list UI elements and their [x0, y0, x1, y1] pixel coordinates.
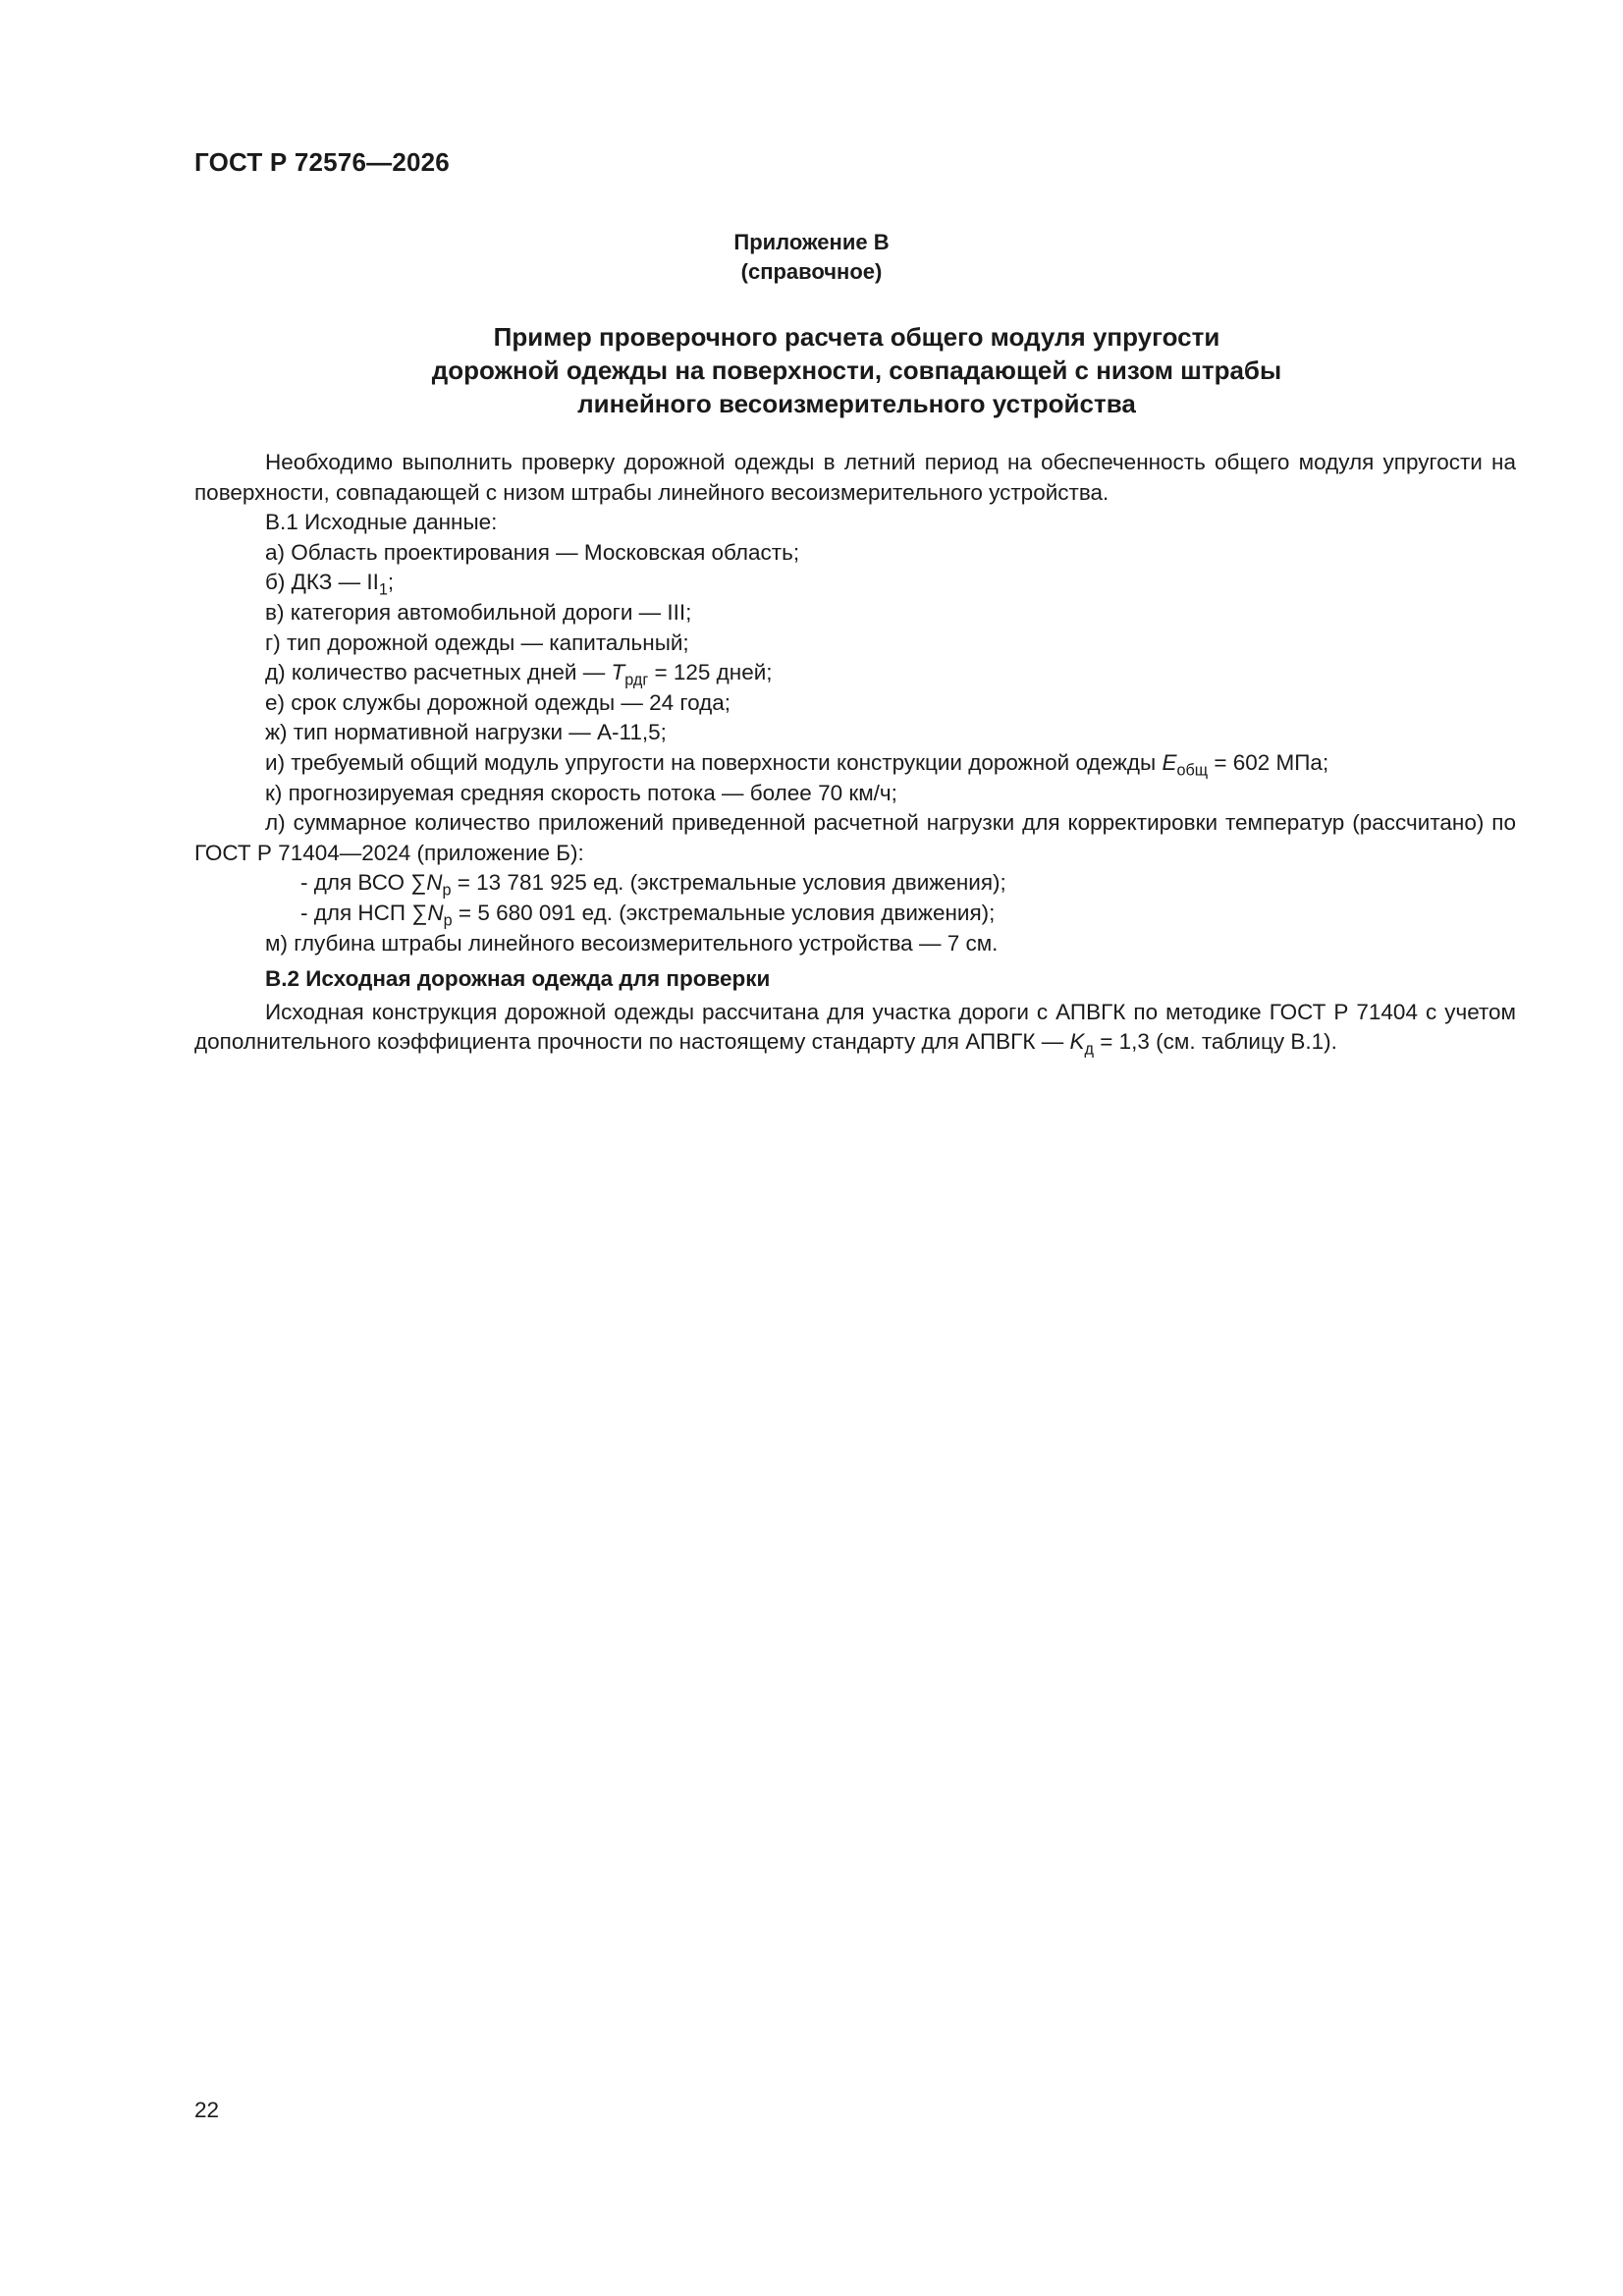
appendix-label: Приложение В	[733, 230, 890, 254]
title-line-2: дорожной одежды на поверхности, совпадающей с низом штрабы	[431, 355, 1282, 385]
item-k: к) прогнозируемая средняя скорость потока — более 70 км/ч;	[265, 780, 897, 805]
item-v: в) категория автомобильной дороги — III;	[265, 599, 692, 625]
appendix-status: (справочное)	[740, 259, 883, 284]
section-b2-heading: В.2 Исходная дорожная одежда для проверки	[265, 966, 771, 992]
page-number: 22	[194, 2098, 220, 2122]
section-b1-heading: В.1 Исходные данные:	[265, 510, 498, 535]
item-e: е) срок службы дорожной одежды — 24 года;	[265, 689, 731, 715]
body-text	[194, 448, 1516, 1058]
intro-paragraph: Необходимо выполнить проверку дорожной одежды в летний период на обеспеченность общего модуля упругости на поверхности, совпадающей с низом штрабы линейного весоизмерительного устройства.	[194, 450, 1516, 505]
item-l: л) суммарное количество приложений приведенной расчетной нагрузки для корректировки температур (рассчитано) по ГОСТ Р 71404—2024 (приложение Б):	[194, 810, 1516, 865]
item-i: и) требуемый общий модуль упругости на поверхности конструкции дорожной одежды $E_{общ} = 602$ МПа;	[265, 749, 1329, 780]
item-b: б) ДКЗ — $II_1$;	[265, 570, 395, 600]
standard-code: ГОСТ Р 72576—2026	[194, 147, 450, 177]
item-l-vso: - для ВСО $\sum N_р = 13$ 781 925 ед. (экстремальные условия движения);	[300, 870, 1006, 900]
item-g: г) тип дорожной одежды — капитальный;	[265, 629, 689, 655]
item-m: м) глубина штрабы линейного весоизмерительного устройства — 7 см.	[265, 930, 999, 956]
item-zh: ж) тип нормативной нагрузки — А-11,5;	[265, 720, 667, 745]
appendix-heading	[0, 228, 1623, 287]
item-l-nsp: - для НСП $\sum N_р = 5$ 680 091 ед. (экстремальные условия движения);	[300, 900, 996, 930]
title-line-1: Пример проверочного расчета общего модуля упругости	[493, 322, 1220, 352]
item-a: а) Область проектирования — Московская область;	[265, 539, 800, 565]
section-b2-paragraph: Исходная конструкция дорожной одежды рассчитана для участка дороги с АПВГК по методике ГОСТ Р 71404 с учетом дополнительного коэффициента прочности по настоящему стандарту для АПВГК — $K_д = 1,3$ (см. таблицу В.1).	[194, 999, 1516, 1059]
item-d: д) количество расчетных дней — $T_{рдг} = 125$ дней;	[265, 660, 773, 689]
title-line-3: линейного весоизмерительного устройства	[577, 389, 1136, 418]
appendix-title	[0, 320, 1623, 420]
